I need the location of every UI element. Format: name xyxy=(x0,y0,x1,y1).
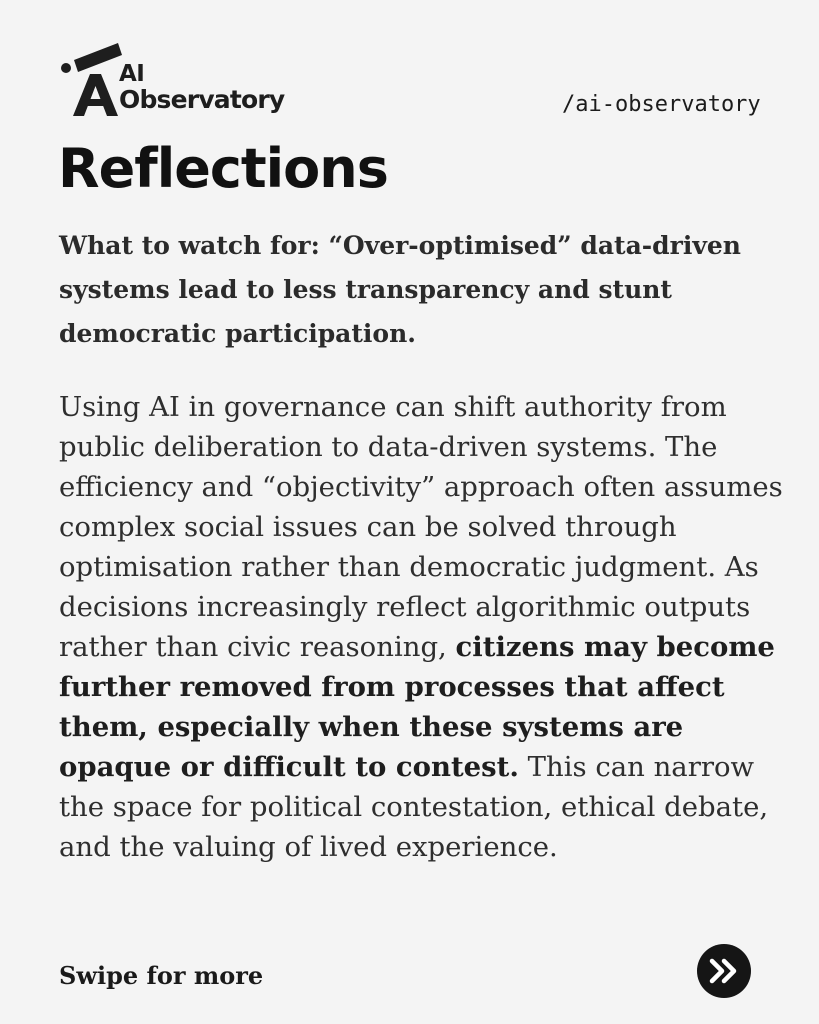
subtitle-heading: What to watch for: “Over-optimised” data-driven systems lead to less transparency and stunt democratic participation. xyxy=(59,231,741,348)
body-emphasis: citizens may become further removed from processes that affect them, especially when these systems are opaque or difficult to contest. xyxy=(59,631,775,783)
brand-wordmark xyxy=(119,63,284,112)
telescope-icon xyxy=(58,40,122,120)
next-slide-button[interactable] xyxy=(697,944,751,998)
account-handle: /ai-observatory xyxy=(562,92,761,117)
brand-logo xyxy=(58,40,298,126)
brand-name-line1: AI xyxy=(119,61,145,87)
swipe-label: Swipe for more xyxy=(59,961,264,990)
page-title: Reflections xyxy=(58,137,388,200)
body-intro: Using AI in governance can shift authority from public deliberation to data-driven systems. The efficiency and “objectivity” approach often assumes complex social issues can be solved through optimisation rather than democratic judgment. As decisions increasingly reflect algorithmic outputs rather than civic reasoning, xyxy=(59,391,783,663)
double-chevron-right-icon xyxy=(697,944,751,998)
body-paragraph xyxy=(59,387,794,867)
body-outro: This can narrow the space for political contestation, ethical debate, and the valuing of lived experience. xyxy=(59,751,769,863)
brand-name-line2: Observatory xyxy=(119,85,285,114)
